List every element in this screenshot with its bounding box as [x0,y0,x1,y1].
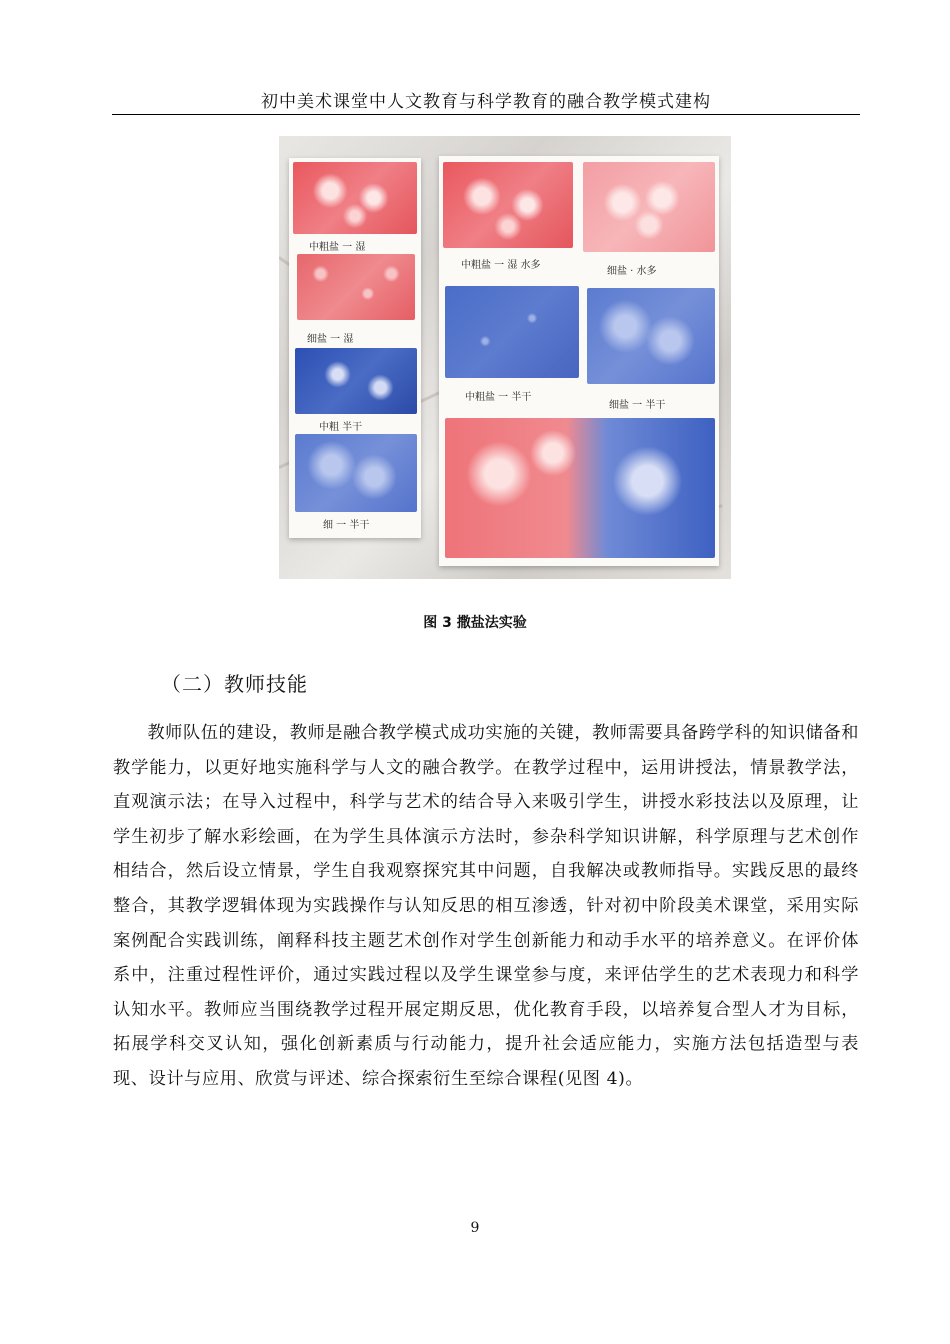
running-header: 初中美术课堂中人文教育与科学教育的融合教学模式建构 [261,92,711,112]
swatch [583,162,715,252]
figure-caption: 图 3 撒盐法实验 [423,615,527,631]
swatch [443,162,573,248]
swatch-label: 细盐 一 湿 [307,334,354,345]
swatch-label: 细盐 一 半干 [609,400,666,411]
swatch [297,254,415,320]
swatch [293,162,417,234]
large-test-card [439,156,719,566]
swatch-label: 中粗盐 一 湿 水多 [461,260,541,271]
header-rule [112,114,860,115]
body-paragraph: 教师队伍的建设，教师是融合教学模式成功实施的关键，教师需要具备跨学科的知识储备和教学能力，以更好地实施科学与人文的融合教学。在教学过程中，运用讲授法，情景教学法，直观演示法；在导入过程中，科学与艺术的结合导入来吸引学生，讲授水彩技法以及原理，让学生初步了解水彩绘画，在为学生具体演示方法时，参杂科学知识讲解，科学原理与艺术创作相结合，然后设立情景，学生自我观察探究其中问题，自我解决或教师指导。实践反思的最终整合，其教学逻辑体现为实践操作与认知反思的相互渗透，针对初中阶段美术课堂，采用实际案例配合实践训练，阐释科技主题艺术创作对学生创新能力和动手水平的培养意义。在评价体系中，注重过程性评价，通过实践过程以及学生课堂参与度，来评估学生的艺术表现力和科学认知水平。教师应当围绕教学过程开展定期反思，优化教育手段，以培养复合型人才为目标，拓展学科交叉认知，强化创新素质与行动能力，提升社会适应能力，实施方法包括造型与表现、设计与应用、欣赏与评述、综合探索衍生至综合课程(见图 4)。 [113,723,859,1089]
swatch-label: 细 一 半干 [323,520,370,531]
swatch-label: 细盐 · 水多 [607,266,657,277]
narrow-test-card [289,158,421,538]
salt-experiment-photo [279,136,731,579]
section-heading: （二）教师技能 [161,672,308,696]
swatch [295,434,417,512]
swatch-label: 中粗盐 一 半干 [465,392,532,403]
swatch [445,418,715,558]
swatch [587,288,715,384]
swatch-label: 中粗盐 一 湿 [309,242,366,253]
swatch [445,286,579,378]
swatch [295,348,417,414]
swatch-label: 中粗 半干 [319,422,363,433]
page-number: 9 [470,1220,480,1236]
